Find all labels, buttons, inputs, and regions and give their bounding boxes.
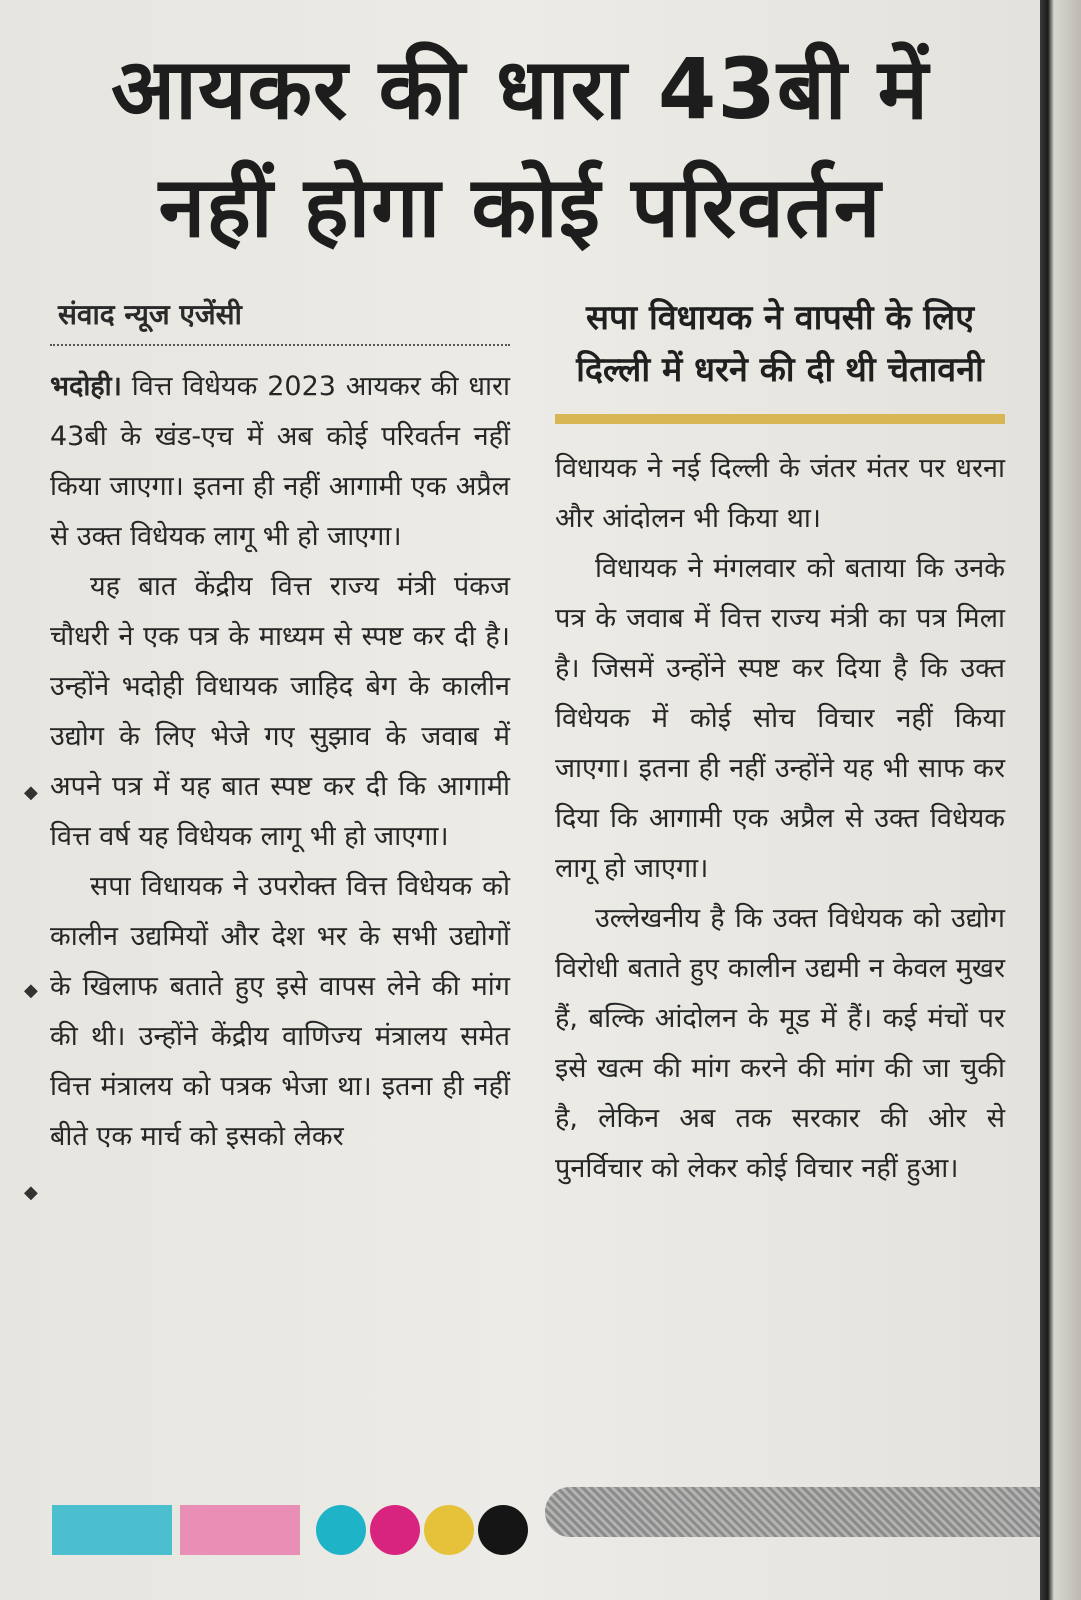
headline-line-2: नहीं होगा कोई परिवर्तन <box>158 158 882 256</box>
article-paragraph-1 <box>50 362 510 562</box>
right-paragraph-1: विधायक ने नई दिल्ली के जंतर मंतर पर धरना और आंदोलन भी किया था। <box>555 453 1005 534</box>
subheadline-rule <box>555 414 1005 424</box>
halftone-strip <box>545 1487 1040 1537</box>
magenta-registration-dot <box>370 1505 420 1555</box>
cyan-color-bar <box>52 1505 172 1555</box>
margin-bullet: ◆ <box>24 980 38 1001</box>
black-registration-dot <box>478 1505 528 1555</box>
paragraph-1-text: वित्त विधेयक 2023 आयकर की धारा 43बी के खंड-एच में अब कोई परिवर्तन नहीं किया जाएगा। इतना ही नहीं आगामी एक अप्रैल से उक्त विधेयक लागू भी हो जाएगा। <box>50 371 510 552</box>
cyan-registration-dot <box>316 1505 366 1555</box>
page-edge <box>1040 0 1081 1600</box>
magenta-color-bar <box>180 1505 300 1555</box>
right-paragraph-2: विधायक ने मंगलवार को बताया कि उनके पत्र के जवाब में वित्त राज्य मंत्री का पत्र मिला है। जिसमें उन्होंने स्पष्ट कर दिया है कि उक्त विधेयक में कोई सोच विचार नहीं किया जाएगा। इतना ही नहीं उन्होंने यह भी साफ कर दिया कि आगामी एक अप्रैल से उक्त विधेयक लागू हो जाएगा। <box>555 553 1005 884</box>
headline <box>20 30 1020 266</box>
article-paragraph-2: यह बात केंद्रीय वित्त राज्य मंत्री पंकज चौधरी ने एक पत्र के माध्यम से स्पष्ट कर दी है। उन्होंने भदोही विधायक जाहिद बेग के कालीन उद्योग के लिए भेजे गए सुझाव के जवाब में अपने पत्र में यह बात स्पष्ट कर दी कि आगामी वित्त वर्ष यह विधेयक लागू भी हो जाएगा। <box>50 571 510 852</box>
byline: संवाद न्यूज एजेंसी <box>58 298 242 331</box>
subheadline: सपा विधायक ने वापसी के लिए दिल्ली में धरने की दी थी चेतावनी <box>576 298 984 390</box>
article-paragraph-3: सपा विधायक ने उपरोक्त वित्त विधेयक को कालीन उद्यमियों और देश भर के सभी उद्योगों के खिलाफ बताते हुए इसे वापस लेने की मांग की थी। उन्होंने केंद्रीय वाणिज्य मंत्रालय समेत वित्त मंत्रालय को पत्रक भेजा था। इतना ही नहीं बीते एक मार्च को इसको लेकर <box>50 871 510 1152</box>
byline-divider <box>50 344 510 346</box>
margin-bullet: ◆ <box>24 1182 38 1203</box>
left-column <box>50 292 510 1162</box>
dateline: भदोही। <box>50 371 122 402</box>
yellow-registration-dot <box>424 1505 474 1555</box>
margin-bullet: ◆ <box>24 782 38 803</box>
headline-line-1: आयकर की धारा 43बी में <box>110 40 930 138</box>
right-column <box>555 292 1005 1194</box>
right-paragraph-3: उल्लेखनीय है कि उक्त विधेयक को उद्योग विरोधी बताते हुए कालीन उद्यमी न केवल मुखर हैं, बल्कि आंदोलन के मूड में हैं। कई मंचों पर इसे खत्म की मांग करने की मांग की जा चुकी है, लेकिन अब तक सरकार की ओर से पुनर्विचार को लेकर कोई विचार नहीं हुआ। <box>555 903 1005 1184</box>
